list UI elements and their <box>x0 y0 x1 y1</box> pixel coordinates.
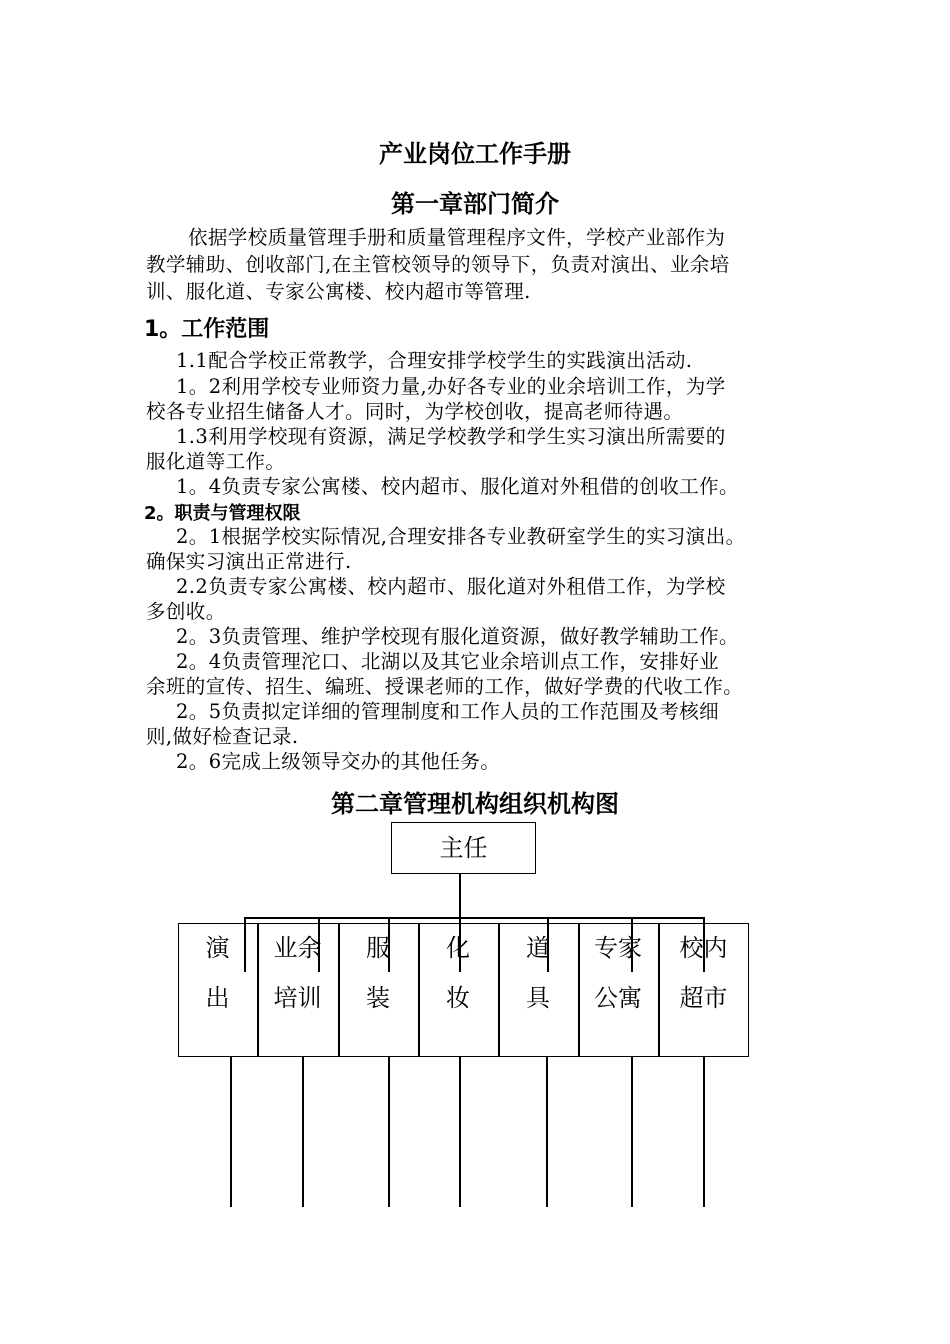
section1-line: 1.3利用学校现有资源，满足学校教学和学生实习演出所需要的 <box>176 425 726 448</box>
unit-label-line1: 专家 <box>594 934 642 962</box>
org-lower-line <box>631 1057 633 1207</box>
org-unit-props <box>498 923 578 1023</box>
section1-line: 服化道等工作。 <box>146 450 286 473</box>
org-unit-training <box>257 923 338 1023</box>
org-unit-supermarket <box>658 923 749 1023</box>
section2-line: 余班的宣传、招生、编班、授课老师的工作，做好学费的代收工作。 <box>146 675 744 698</box>
org-head-connector <box>459 874 461 918</box>
document-title: 产业岗位工作手册 <box>379 140 571 168</box>
section2-line: 2。1根据学校实际情况,合理安排各专业教研室学生的实习演出。 <box>176 525 746 548</box>
intro-line: 教学辅助、创收部门,在主管校领导的领导下，负责对演出、业余培 <box>146 253 730 276</box>
intro-line: 依据学校质量管理手册和质量管理程序文件，学校产业部作为 <box>188 226 726 249</box>
unit-label-line1: 业余 <box>273 934 322 962</box>
section1-line: 1.1配合学校正常教学，合理安排学校学生的实践演出活动. <box>176 349 693 372</box>
section2-line: 确保实习演出正常进行. <box>146 550 352 573</box>
org-unit-apartment <box>578 923 658 1023</box>
unit-label-line1: 道 <box>526 934 550 962</box>
unit-label-line1: 服 <box>366 934 390 962</box>
section1-line: 1。4负责专家公寓楼、校内超市、服化道对外租借的创收工作。 <box>176 475 739 498</box>
org-unit-costume <box>338 923 418 1023</box>
org-lower-line <box>230 1057 232 1207</box>
chapter2-title: 第二章管理机构组织机构图 <box>331 790 619 818</box>
chapter1-title: 第一章部门简介 <box>391 190 559 218</box>
unit-label-line1: 化 <box>446 934 470 962</box>
org-lower-line <box>459 1057 461 1207</box>
org-lower-line <box>388 1057 390 1207</box>
section2-line: 多创收。 <box>146 600 226 623</box>
intro-line: 训、服化道、专家公寓楼、校内超市等管理. <box>146 280 531 303</box>
unit-label-line1: 校内 <box>679 934 728 962</box>
org-lower-line <box>703 1057 705 1207</box>
section2-line: 2。5负责拟定详细的管理制度和工作人员的工作范围及考核细 <box>176 700 720 723</box>
org-head-label: 主任 <box>439 834 488 862</box>
section1-line: 1。2利用学校专业师资力量,办好各专业的业余培训工作，为学 <box>176 375 726 398</box>
section2-heading: 2。职责与管理权限 <box>144 503 301 524</box>
unit-label-line1: 演 <box>205 934 230 962</box>
org-horizontal-bar <box>244 917 704 919</box>
org-lower-line <box>302 1057 304 1207</box>
section1-line: 校各专业招生储备人才。同时，为学校创收，提高老师待遇。 <box>146 400 684 423</box>
section2-line: 则,做好检查记录. <box>146 725 299 748</box>
section1-heading: 1。工作范围 <box>144 317 270 342</box>
unit-label-line2: 出 <box>205 984 230 1012</box>
unit-label-line2: 具 <box>526 984 550 1012</box>
org-unit-makeup <box>418 923 498 1023</box>
unit-label-line2: 装 <box>366 984 390 1012</box>
org-unit-performance <box>178 923 257 1023</box>
section2-line: 2。6完成上级领导交办的其他任务。 <box>176 750 501 773</box>
section2-line: 2。4负责管理沱口、北湖以及其它业余培训点工作，安排好业 <box>176 650 720 673</box>
unit-label-line2: 妆 <box>446 984 470 1012</box>
unit-label-line2: 超市 <box>679 984 728 1012</box>
section2-line: 2.2负责专家公寓楼、校内超市、服化道对外租借工作，为学校 <box>176 575 726 598</box>
org-lower-line <box>546 1057 548 1207</box>
unit-label-line2: 培训 <box>273 984 322 1012</box>
section2-line: 2。3负责管理、维护学校现有服化道资源，做好教学辅助工作。 <box>176 625 739 648</box>
unit-label-line2: 公寓 <box>594 984 642 1012</box>
